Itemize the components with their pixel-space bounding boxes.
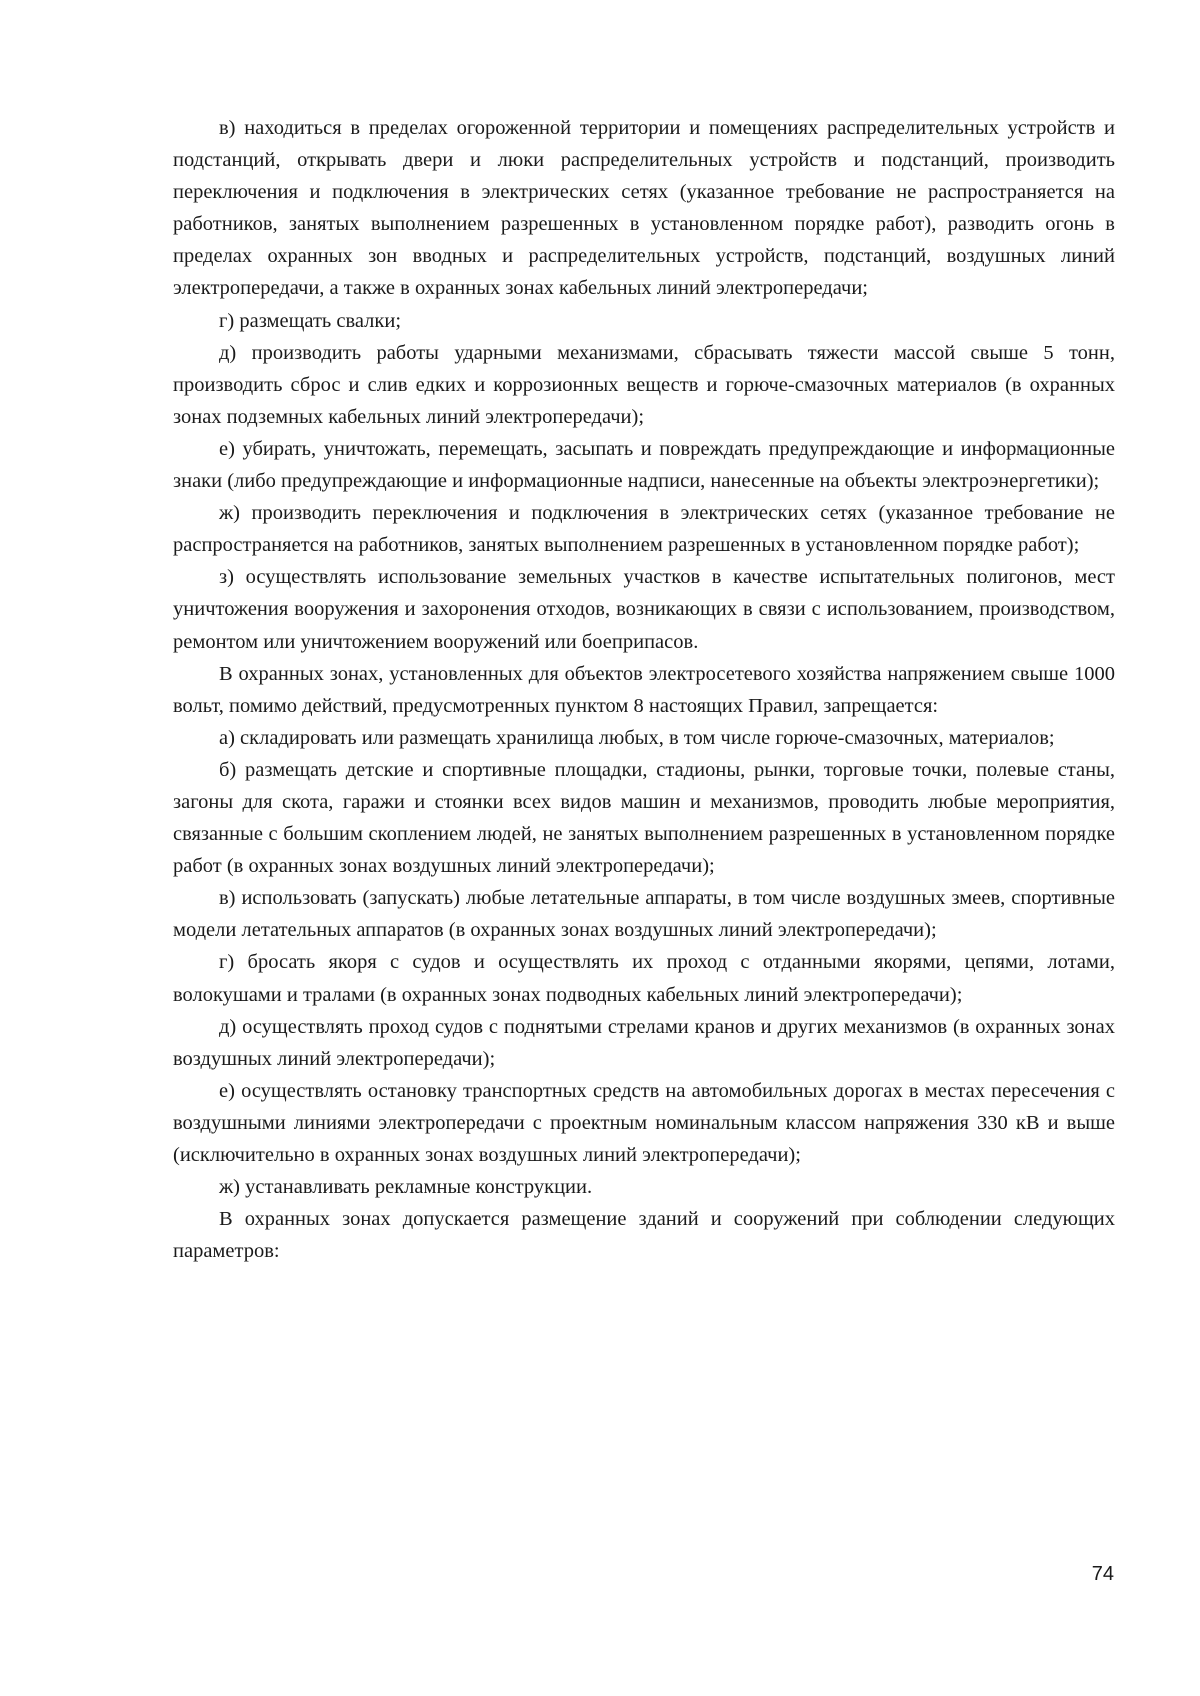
paragraph-z-land-use: з) осуществлять использование земельных участков в качестве испытательных полигонов, мест уничтожения вооружения и захоронения отходов, возникающих в связи с использованием, производством, ремонтом или уничтожением вооружений или боеприпасов. — [173, 566, 1115, 653]
paragraph-a-storage: а) складировать или размещать хранилища любых, в том числе горюче-смазочных, материалов; — [219, 726, 1055, 749]
page-number: 74 — [1091, 1563, 1114, 1585]
paragraph-zh-switching: ж) производить переключения и подключения в электрических сетях (указанное требование не распространяется на работников, занятых выполнением разрешенных в установленном порядке работ); — [173, 502, 1115, 557]
paragraph-e-signs: е) убирать, уничтожать, перемещать, засыпать и повреждать предупреждающие и информационные знаки (либо предупреждающие и информационные надписи, нанесенные на объекты электроэнергетики); — [173, 437, 1115, 493]
paragraph-v-aircraft: в) использовать (запускать) любые летательные аппараты, в том числе воздушных змеев, спортивные модели летательных аппаратов (в охранных зонах воздушных линий электропередачи); — [173, 887, 1115, 942]
paragraph-zh-advertising: ж) устанавливать рекламные конструкции. — [219, 1176, 593, 1199]
body-text — [173, 112, 1115, 1267]
paragraph-b-gatherings: б) размещать детские и спортивные площадки, стадионы, рынки, торговые точки, полевые станы, загоны для скота, гаражи и стоянки всех видов машин и механизмов, проводить любые мероприятия, связанные с большим скоплением людей, не занятых выполнением разрешенных в установленном порядке работ (в охранных зонах воздушных линий электропередачи); — [173, 758, 1115, 878]
paragraph-e-vehicle-stops: е) осуществлять остановку транспортных средств на автомобильных дорогах в местах пересечения с воздушными линиями электропередачи с проектным номинальным классом напряжения 330 кВ и выше (исключительно в охранных зонах воздушных линий электропередачи); — [173, 1079, 1115, 1166]
paragraph-permitted-buildings: В охранных зонах допускается размещение зданий и сооружений при соблюдении следующих параметров: — [173, 1208, 1115, 1263]
paragraph-v-prohibited-actions: в) находиться в пределах огороженной территории и помещениях распределительных устройств и подстанций, открывать двери и люки распределительных устройств и подстанций, производить переключения и подключения в электрических сетях (указанное требование не распространяется на работников, занятых выполнением разрешенных в установленном порядке работ), разводить огонь в пределах охранных зон вводных и распределительных устройств, подстанций, воздушных линий электропередачи, а также в охранных зонах кабельных линий электропередачи; — [173, 117, 1115, 300]
paragraph-high-voltage-intro: В охранных зонах, установленных для объектов электросетевого хозяйства напряжением свыше 1000 вольт, помимо действий, предусмотренных пунктом 8 настоящих Правил, запрещается: — [173, 662, 1115, 717]
paragraph-d-cranes: д) осуществлять проход судов с поднятыми стрелами кранов и других механизмов (в охранных зонах воздушных линий электропередачи); — [173, 1015, 1115, 1070]
paragraph-g-anchors: г) бросать якоря с судов и осуществлять их проход с отданными якорями, цепями, лотами, волокушами и тралами (в охранных зонах подводных кабельных линий электропередачи); — [173, 951, 1115, 1006]
paragraph-g-dumps: г) размещать свалки; — [219, 309, 402, 332]
paragraph-d-impact-works: д) производить работы ударными механизмами, сбрасывать тяжести массой свыше 5 тонн, производить сброс и слив едких и коррозионных веществ и горюче-смазочных материалов (в охранных зонах подземных кабельных линий электропередачи); — [173, 341, 1115, 428]
